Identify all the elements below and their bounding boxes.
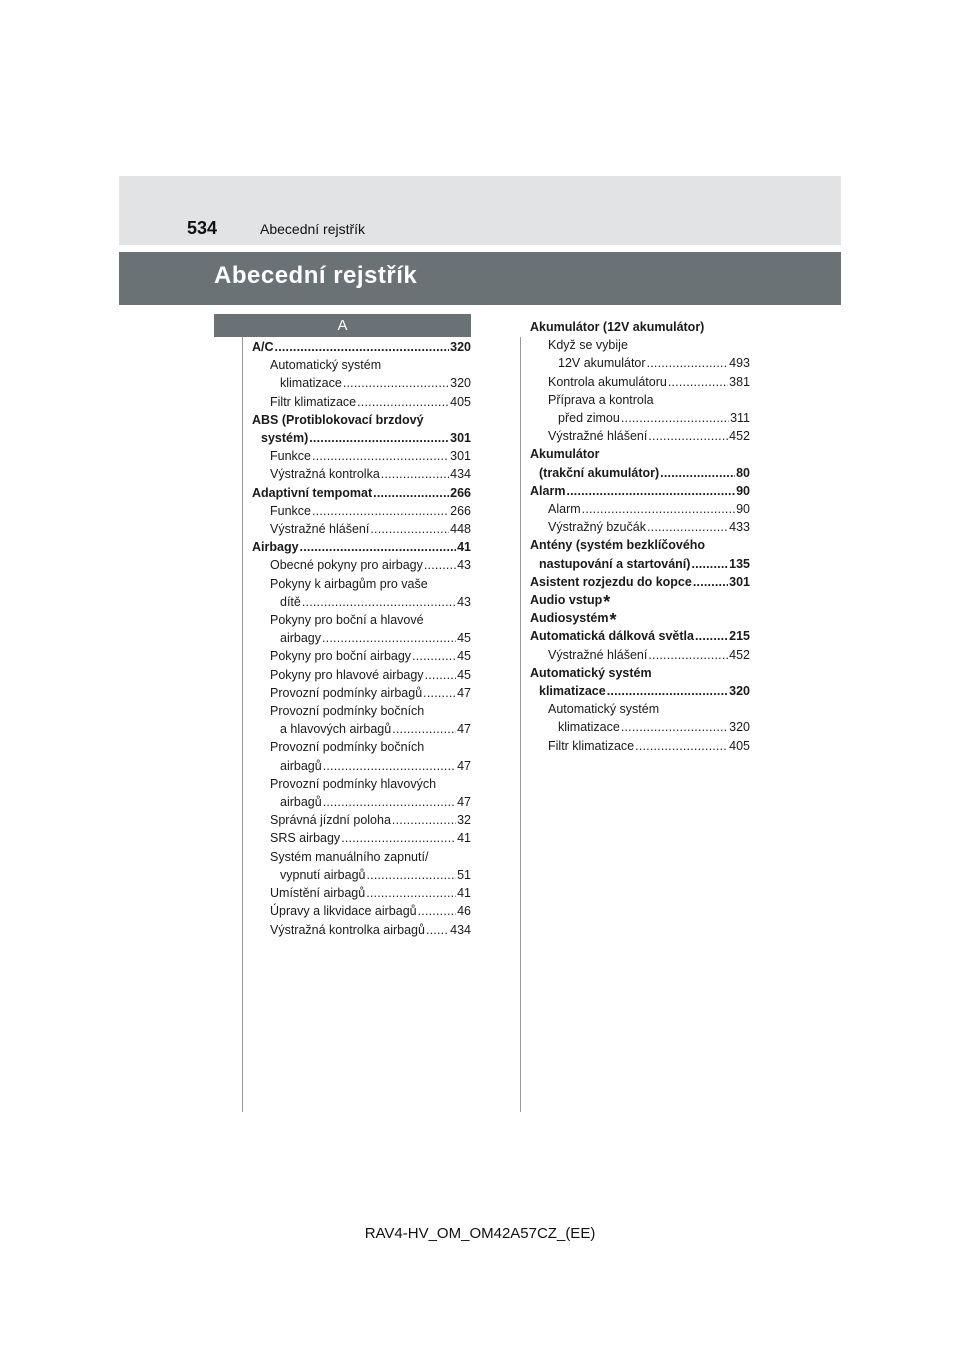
index-entry-page: 301 [450,449,471,464]
index-entry [252,484,471,502]
index-entry [530,718,750,736]
index-entry-label: Automatický systém [548,702,660,717]
index-entry [252,611,471,629]
index-entry-page: 80 [736,465,750,480]
index-entry-label: Audiosystém [530,611,609,626]
index-entry-page: 433 [729,520,750,535]
index-entry-label: Provozní podmínky hlavových [270,776,437,791]
index-entry [530,336,750,354]
index-entry-page: 320 [450,376,471,391]
leader-dots [423,684,456,702]
index-entry-page: 41 [457,540,471,555]
index-entry [530,536,750,554]
index-entry-label: Kontrola akumulátoru [548,374,667,389]
leader-dots [275,338,450,356]
index-entry-label: Funkce [270,449,311,464]
index-entry [530,555,750,573]
leader-dots [412,647,456,665]
index-entry-label: dítě [280,594,301,609]
index-entry-label: Příprava a kontrola [548,392,654,407]
index-entry [252,629,471,647]
index-entry-label: Když se vybije [548,338,628,353]
index-entry-page: 452 [729,429,750,444]
leader-dots [392,811,456,829]
index-entry-label: airbagy [280,631,321,646]
leader-dots [426,921,449,939]
index-entry-label: Provozní podmínky bočních [270,704,425,719]
index-entry [252,356,471,374]
index-entry-label: Výstražná kontrolka airbagů [270,922,425,937]
index-entry-page: 90 [736,502,750,517]
leader-dots [424,556,456,574]
index-entry-page: 493 [729,356,750,371]
leader-dots [621,409,729,427]
leader-dots [425,666,457,684]
index-entry [530,737,750,755]
column-divider-right [520,337,521,1112]
index-entry-page: 46 [457,904,471,919]
index-entry [252,738,471,756]
index-entry-label: Filtr klimatizace [270,394,357,409]
index-entry [252,447,471,465]
index-entry [252,393,471,411]
leader-dots [621,718,728,736]
index-entry-label: vypnutí airbagů [280,867,366,882]
index-entry-label: Provozní podmínky bočních [270,740,425,755]
index-entry [530,373,750,391]
index-entry [530,700,750,718]
index-entry [530,354,750,372]
leader-dots [691,555,728,573]
index-entry-page: 41 [457,831,471,846]
index-entry [252,429,471,447]
page-number: 534 [187,218,218,238]
index-entry-page: 51 [457,867,471,882]
index-entry [530,609,750,631]
index-entry [252,374,471,392]
index-entry [530,318,750,336]
index-entry-page: 452 [729,647,750,662]
index-entry [252,338,471,356]
index-entry-label: Akumulátor [530,447,600,462]
index-entry-label: Výstražná kontrolka [270,467,380,482]
index-entry-page: 266 [450,485,471,500]
index-entry-page: 405 [450,394,471,409]
index-entry [252,775,471,793]
index-entry-page: 215 [729,629,750,644]
index-entry-label: 12V akumulátor [558,356,646,371]
index-entry-label: Alarm [530,483,566,498]
index-entry [530,573,750,591]
index-entry [252,793,471,811]
index-entry-page: 90 [736,483,750,498]
index-entry [530,664,750,682]
index-entry-label: klimatizace [280,376,342,391]
index-entry [530,500,750,518]
leader-dots [648,646,728,664]
leader-dots [695,627,728,645]
index-entry-label: systém) [261,431,309,446]
section-letter: A [214,314,471,337]
index-entry [530,682,750,700]
leader-dots [635,737,728,755]
index-entry-label: nastupování a startování) [539,556,691,571]
index-entry-label: airbagů [280,795,322,810]
leader-dots [323,757,456,775]
footnote-asterisk: * [609,610,617,631]
index-entry-page: 434 [450,467,471,482]
index-column-right [530,318,750,755]
index-entry-label: Asistent rozjezdu do kopce [530,574,692,589]
index-entry-label: Výstražné hlášení [548,429,648,444]
index-entry [252,921,471,939]
index-entry [252,884,471,902]
index-entry-label: Provozní podmínky airbagů [270,685,423,700]
index-entry [252,757,471,775]
index-entry-page: 301 [729,574,750,589]
index-entry-page: 320 [729,684,750,699]
leader-dots [693,573,728,591]
index-entry-label: Výstražné hlášení [270,522,370,537]
index-entry-label: SRS airbagy [270,831,341,846]
index-entry [252,538,471,556]
index-entry [252,829,471,847]
index-entry [252,666,471,684]
index-entry [530,646,750,664]
leader-dots [366,866,456,884]
index-entry-page: 47 [457,795,471,810]
page-title: Abecední rejstřík [214,262,418,289]
index-entry-label: Úpravy a likvidace airbagů [270,904,417,919]
leader-dots [323,793,456,811]
index-entry-label: Správná jízdní poloha [270,813,391,828]
index-entry [530,518,750,536]
leader-dots [302,593,456,611]
index-entry [252,575,471,593]
index-entry-page: 43 [457,594,471,609]
leader-dots [341,829,456,847]
index-entry [252,702,471,720]
index-entry-page: 32 [457,813,471,828]
leader-dots [300,538,457,556]
index-entry [530,627,750,645]
index-entry-label: Pokyny k airbagům pro vaše [270,576,428,591]
index-entry-page: 135 [729,556,750,571]
index-entry-page: 405 [729,738,750,753]
index-entry-page: 320 [729,720,750,735]
leader-dots [582,500,735,518]
index-entry [252,502,471,520]
leader-dots [418,902,456,920]
index-entry [252,848,471,866]
index-entry-label: Umístění airbagů [270,886,366,901]
index-entry-page: 381 [729,374,750,389]
leader-dots [647,354,729,372]
index-entry [530,445,750,463]
index-entry-label: Funkce [270,503,311,518]
index-entry-label: Antény (systém bezklíčového [530,538,706,553]
index-entry [252,465,471,483]
index-entry-label: klimatizace [558,720,620,735]
index-entry-label: Systém manuálního zapnutí/ [270,849,429,864]
index-entry-page: 448 [450,522,471,537]
index-entry-label: Automatický systém [270,358,382,373]
leader-dots [607,682,728,700]
leader-dots [648,427,728,445]
leader-dots [309,429,449,447]
footer-document-code: RAV4-HV_OM_OM42A57CZ_(EE) [364,1225,596,1242]
index-entry-label: Audio vstup [530,593,603,608]
index-entry-label: Výstražné hlášení [548,647,648,662]
index-entry [252,811,471,829]
index-entry-label: a hlavových airbagů [280,722,392,737]
index-entry-page: 45 [457,667,471,682]
index-entry [530,391,750,409]
index-entry [252,520,471,538]
index-entry-label: Alarm [548,502,581,517]
leader-dots [370,520,449,538]
index-entry-label: Automatická dálková světla [530,629,694,644]
index-entry-label: klimatizace [539,684,606,699]
index-entry [252,411,471,429]
leader-dots [647,518,728,536]
leader-dots [668,373,728,391]
footnote-asterisk: * [603,592,611,613]
index-entry-label: A/C [252,340,274,354]
index-entry [252,684,471,702]
index-entry-label: Adaptivní tempomat [252,485,373,500]
index-entry-label: Pokyny pro boční a hlavové [270,613,424,628]
index-entry-label: ABS (Protiblokovací brzdový [252,412,424,427]
running-title: Abecední rejstřík [260,221,366,237]
index-entry-page: 47 [457,685,471,700]
leader-dots [381,465,449,483]
index-entry [252,647,471,665]
index-entry-page: 320 [450,340,471,354]
leader-dots [357,393,449,411]
leader-dots [392,720,456,738]
leader-dots [312,502,449,520]
index-entry-page: 45 [457,649,471,664]
leader-dots [312,447,449,465]
index-entry-label: Pokyny pro boční airbagy [270,649,412,664]
index-entry [530,591,750,613]
leader-dots [660,464,735,482]
index-entry-label: Výstražný bzučák [548,520,646,535]
index-entry [530,427,750,445]
leader-dots [366,884,456,902]
index-entry-label: Obecné pokyny pro airbagy [270,558,423,573]
index-entry-label: airbagů [280,758,322,773]
leader-dots [322,629,456,647]
index-entry [530,464,750,482]
index-entry-page: 47 [457,722,471,737]
index-entry [252,902,471,920]
column-divider-left [242,337,243,1112]
leader-dots [343,374,449,392]
index-entry-page: 47 [457,758,471,773]
index-entry-page: 434 [450,922,471,937]
index-entry-page: 266 [450,503,471,518]
index-entry-label: Automatický systém [530,665,652,680]
index-entry-page: 43 [457,558,471,573]
index-entry-page: 41 [457,886,471,901]
index-entry-label: před zimou [558,411,620,426]
index-entry-label: (trakční akumulátor) [539,465,660,480]
leader-dots [373,484,449,502]
index-entry-label: Filtr klimatizace [548,738,635,753]
index-entry-label: Airbagy [252,540,299,555]
index-entry [252,866,471,884]
index-entry [530,409,750,427]
index-entry-page: 301 [450,431,471,446]
index-entry [530,482,750,500]
index-entry-label: Akumulátor (12V akumulátor) [530,320,705,334]
index-entry [252,720,471,738]
index-column-left [252,338,471,939]
index-entry-page: 311 [730,411,750,426]
index-entry-label: Pokyny pro hlavové airbagy [270,667,424,682]
index-entry-page: 45 [457,631,471,646]
leader-dots [566,482,735,500]
header-band [119,176,841,245]
index-entry [252,593,471,611]
index-entry [252,556,471,574]
